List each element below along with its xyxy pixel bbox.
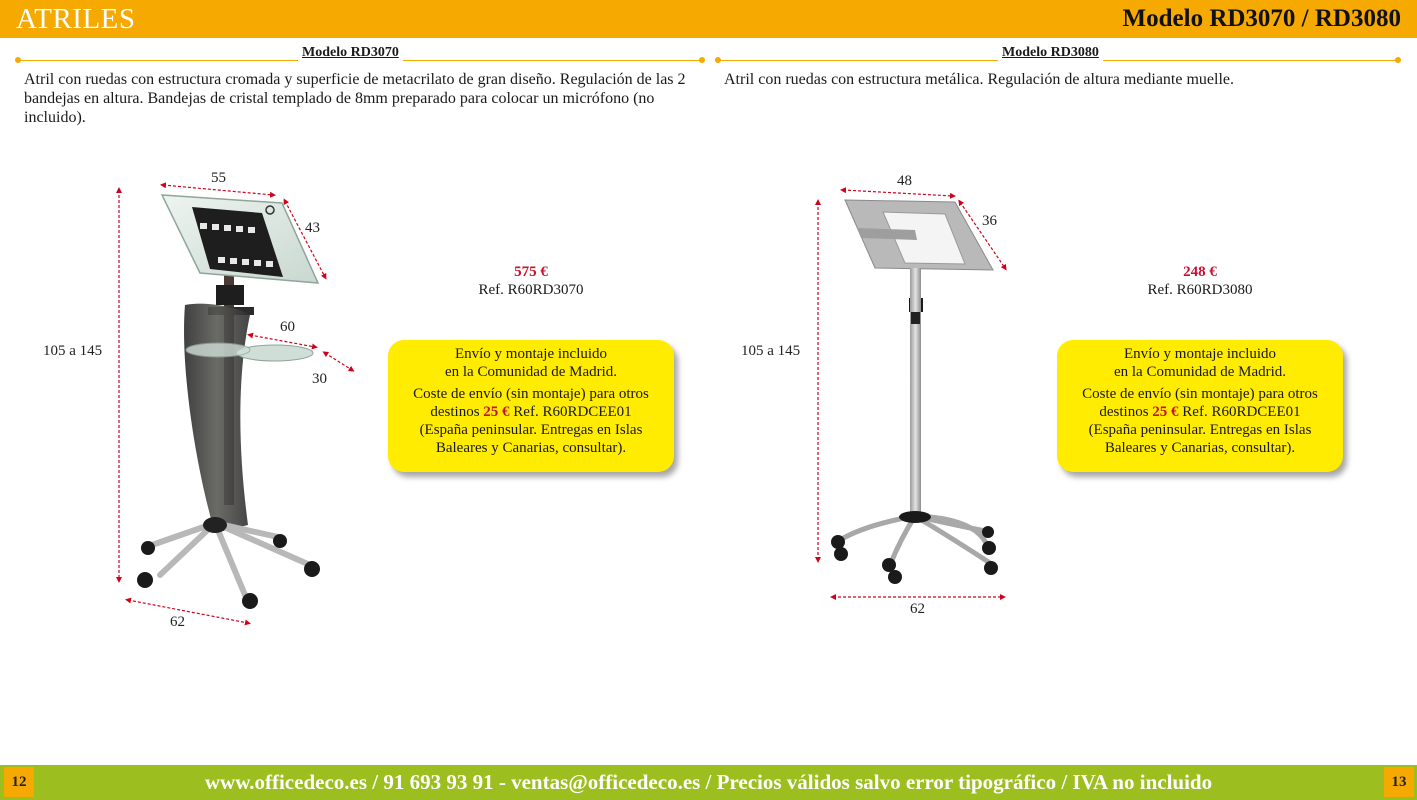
left-section-heading [18, 45, 702, 63]
header-bar [0, 0, 1417, 38]
right-shipping-line3: Coste de envío (sin montaje) para otros [1082, 386, 1318, 402]
category-title: ATRILES [16, 3, 136, 35]
right-heading-title: Modelo RD3080 [998, 45, 1103, 61]
right-dim-top-width: 48 [897, 173, 912, 189]
right-dim-height: 105 a 145 [741, 343, 801, 359]
right-shipping-line1: Envío y montaje incluido [1123, 346, 1277, 362]
right-ref: Ref. R60RD3080 [1147, 282, 1253, 298]
right-description: Atril con ruedas con estructura metálica. Regulación de altura mediante muelle. [724, 71, 1235, 88]
right-price-block [1120, 263, 1280, 299]
left-price-block [451, 263, 611, 299]
left-shipping-price: 25 € [483, 404, 510, 420]
left-description: Atril con ruedas con estructura cromada y superficie de metacrilato de gran diseño. Regulación de las 2 bandejas en altura. Bandejas de cristal templado de 8mm preparado para colocar un micrófono (no incluido). [24, 71, 686, 126]
left-heading-title: Modelo RD3070 [298, 45, 403, 61]
footer-bar [0, 765, 1417, 800]
right-shipping-line4 [1057, 403, 1343, 421]
left-shipping-line4 [388, 403, 674, 421]
right-dim-base: 62 [910, 601, 925, 617]
left-shipping-line5: (España peninsular. Entregas en Islas [419, 422, 643, 438]
left-dim-tray-width: 60 [280, 319, 295, 335]
right-dim-top-depth: 36 [982, 213, 997, 229]
right-shipping-line5: (España peninsular. Entregas en Islas [1088, 422, 1312, 438]
page-number-right: 13 [1384, 767, 1414, 797]
left-ref: Ref. R60RD3070 [478, 282, 584, 298]
right-shipping-destinos: destinos [1099, 404, 1149, 420]
page-number-left: 12 [4, 767, 34, 797]
left-dim-height: 105 a 145 [43, 343, 103, 359]
left-dim-base: 62 [170, 614, 185, 630]
left-price: 575 € [514, 264, 548, 280]
left-dim-tray-depth: 30 [312, 371, 327, 387]
right-shipping-ref: Ref. R60RDCEE01 [1182, 404, 1301, 420]
right-shipping-line6: Baleares y Canarias, consultar). [1104, 440, 1296, 456]
right-shipping-box [1057, 340, 1343, 472]
lectern-rd3080-image [805, 180, 1020, 600]
right-shipping-price: 25 € [1152, 404, 1179, 420]
left-shipping-line3: Coste de envío (sin montaje) para otros [413, 386, 649, 402]
left-shipping-line2: en la Comunidad de Madrid. [444, 364, 618, 380]
left-shipping-box [388, 340, 674, 472]
footer-contact-text: www.officedeco.es / 91 693 93 91 - ventas@officedeco.es / Precios válidos salvo error tipográfico / IVA no incluido [204, 770, 1213, 794]
lectern-rd3070-image [100, 165, 360, 635]
model-title: Modelo RD3070 / RD3080 [1122, 5, 1401, 32]
right-price: 248 € [1183, 264, 1217, 280]
left-dim-top-depth: 43 [305, 220, 320, 236]
left-shipping-line6: Baleares y Canarias, consultar). [435, 440, 627, 456]
left-dim-top-width: 55 [211, 170, 226, 186]
left-shipping-line1: Envío y montaje incluido [454, 346, 608, 362]
left-shipping-destinos: destinos [430, 404, 480, 420]
right-shipping-line2: en la Comunidad de Madrid. [1113, 364, 1287, 380]
left-shipping-ref: Ref. R60RDCEE01 [513, 404, 632, 420]
right-section-heading [718, 45, 1398, 63]
